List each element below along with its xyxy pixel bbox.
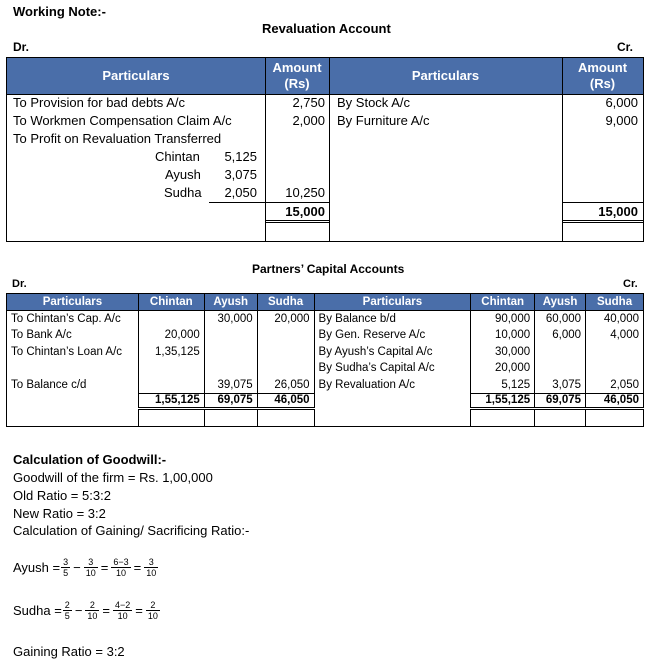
cap-amount: 26,050	[257, 377, 314, 394]
capital-title: Partners’ Capital Accounts	[252, 262, 405, 276]
cap-header: Chintan	[471, 294, 535, 311]
reval-left-row-2: To Workmen Compensation Claim A/c	[13, 113, 232, 128]
cap-amount	[257, 344, 314, 361]
cap-row	[7, 377, 644, 394]
capital-cr-label: Cr.	[623, 278, 638, 290]
cap-total: 46,050	[586, 393, 644, 408]
cap-amount	[138, 311, 204, 328]
cap-amount: 10,000	[471, 327, 535, 344]
cap-particular: To Balance c/d	[7, 377, 139, 394]
cap-amount: 1,35,125	[138, 344, 204, 361]
working-note-heading: Working Note:-	[13, 4, 106, 19]
cap-amount: 60,000	[535, 311, 586, 328]
reval-left-row-1: To Provision for bad debts A/c	[13, 95, 185, 110]
cap-amount: 20,000	[138, 327, 204, 344]
cap-row	[7, 344, 644, 361]
cap-particular: By Gen. Reserve A/c	[314, 327, 471, 344]
cap-particular	[7, 360, 139, 377]
goodwill-line: Goodwill of the firm = Rs. 1,00,000	[13, 470, 213, 485]
goodwill-line: Old Ratio = 5:3:2	[13, 488, 111, 503]
capital-dr-label: Dr.	[12, 278, 27, 290]
cap-amount: 30,000	[204, 311, 257, 328]
cap-row	[7, 360, 644, 377]
cap-particular: To Chintan’s Loan A/c	[7, 344, 139, 361]
reval-dr-label: Dr.	[13, 40, 30, 54]
cap-total: 69,075	[204, 393, 257, 408]
reval-total-right: 15,000	[598, 204, 638, 219]
cap-amount	[204, 344, 257, 361]
goodwill-heading: Calculation of Goodwill:-	[13, 452, 167, 467]
cap-amount	[586, 360, 644, 377]
cap-amount: 90,000	[471, 311, 535, 328]
cap-header: Chintan	[138, 294, 204, 311]
reval-left-amount-2: 2,000	[292, 113, 325, 128]
reval-partner-amount: 5,125	[224, 149, 257, 164]
cap-amount	[204, 327, 257, 344]
cap-total: 46,050	[257, 393, 314, 408]
revaluation-account-table	[6, 57, 644, 242]
goodwill-line: Calculation of Gaining/ Sacrificing Ratio:-	[13, 523, 250, 538]
ayush-equation: Ayush = $\frac{3}{5}$ − $\frac{3}{10}$ = $\frac{6-3}{10}$ = $\frac{3}{10}$	[13, 557, 157, 578]
cap-total: 1,55,125	[471, 393, 535, 408]
cap-amount	[586, 344, 644, 361]
reval-partner-name: Ayush	[165, 167, 201, 182]
reval-header-amount-left: Amount (Rs)	[272, 60, 322, 91]
cap-header: Particulars	[314, 294, 471, 311]
cap-particular: By Balance b/d	[314, 311, 471, 328]
cap-amount: 20,000	[471, 360, 535, 377]
reval-header-particulars-right: Particulars	[411, 68, 480, 83]
cap-amount: 4,000	[586, 327, 644, 344]
cap-particular: By Ayush’s Capital A/c	[314, 344, 471, 361]
reval-left-amount-1: 2,750	[292, 95, 325, 110]
reval-right-amount-1: 6,000	[605, 95, 638, 110]
reval-profit-total: 10,250	[285, 185, 325, 200]
cap-amount	[535, 360, 586, 377]
cap-amount	[138, 377, 204, 394]
reval-right-amount-2: 9,000	[605, 113, 638, 128]
sudha-equation: Sudha = $\frac{2}{5}$ − $\frac{2}{10}$ = $\frac{4-2}{10}$ = $\frac{2}{10}$	[13, 600, 158, 621]
cap-totals-row	[7, 393, 644, 408]
reval-total-left: 15,000	[285, 204, 325, 219]
revaluation-title: Revaluation Account	[262, 21, 391, 36]
reval-right-row-2: By Furniture A/c	[337, 113, 430, 128]
cap-amount: 20,000	[257, 311, 314, 328]
cap-amount	[204, 360, 257, 377]
cap-row	[7, 311, 644, 328]
reval-partner-amount: 3,075	[224, 167, 257, 182]
cap-amount: 2,050	[586, 377, 644, 394]
reval-partner-amount: 2,050	[224, 185, 257, 200]
cap-particular: To Bank A/c	[7, 327, 139, 344]
cap-particular: By Sudha’s Capital A/c	[314, 360, 471, 377]
reval-cr-label: Cr.	[617, 40, 634, 54]
cap-header: Particulars	[7, 294, 139, 311]
reval-partner-name: Chintan	[155, 149, 200, 164]
cap-amount: 5,125	[471, 377, 535, 394]
gaining-ratio: Gaining Ratio = 3:2	[13, 644, 125, 659]
cap-header: Sudha	[257, 294, 314, 311]
cap-amount	[535, 344, 586, 361]
goodwill-line: New Ratio = 3:2	[13, 506, 106, 521]
cap-amount	[257, 327, 314, 344]
cap-particular: By Revaluation A/c	[314, 377, 471, 394]
reval-right-row-1: By Stock A/c	[337, 95, 410, 110]
cap-amount: 30,000	[471, 344, 535, 361]
cap-total: 1,55,125	[138, 393, 204, 408]
cap-header: Ayush	[204, 294, 257, 311]
cap-total: 69,075	[535, 393, 586, 408]
cap-amount	[138, 360, 204, 377]
cap-row	[7, 327, 644, 344]
partners-capital-table	[6, 293, 644, 427]
cap-header: Ayush	[535, 294, 586, 311]
reval-header-particulars-left: Particulars	[102, 68, 170, 83]
cap-amount: 40,000	[586, 311, 644, 328]
cap-header: Sudha	[586, 294, 644, 311]
cap-amount: 39,075	[204, 377, 257, 394]
cap-amount: 6,000	[535, 327, 586, 344]
reval-left-row-3: To Profit on Revaluation Transferred	[13, 131, 222, 146]
reval-partner-name: Sudha	[164, 185, 202, 200]
cap-amount	[257, 360, 314, 377]
cap-amount: 3,075	[535, 377, 586, 394]
reval-header-amount-right: Amount (Rs)	[577, 60, 628, 91]
cap-particular: To Chintan’s Cap. A/c	[7, 311, 139, 328]
